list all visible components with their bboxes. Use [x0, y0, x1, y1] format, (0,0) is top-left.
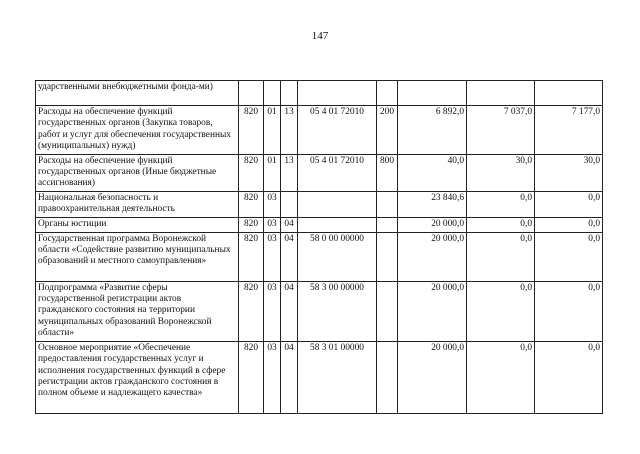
target-item-code-cell: 05 4 01 72010 [298, 154, 377, 191]
row-name-cell: Расходы на обеспечение функций государственных органов (Закупка товаров, работ и услуг для обеспечения государственных (муниципальных) нужд) [36, 106, 239, 155]
table-row [36, 191, 603, 217]
expense-type-code-cell [377, 217, 398, 232]
expense-type-code-cell: 200 [377, 106, 398, 155]
subsection-code-cell [281, 191, 298, 217]
ministry-code-cell: 820 [239, 232, 264, 281]
ministry-code-cell: 820 [239, 217, 264, 232]
subsection-code-cell: 13 [281, 154, 298, 191]
row-name-cell: Органы юстиции [36, 217, 239, 232]
expense-type-code-cell [377, 341, 398, 413]
row-name-cell: Расходы на обеспечение функций государственных органов (Иные бюджетные ассигнования) [36, 154, 239, 191]
amount-year1-cell: 40,0 [398, 154, 467, 191]
amount-year3-cell [535, 81, 603, 106]
section-code-cell: 01 [264, 154, 281, 191]
amount-year1-cell: 20 000,0 [398, 341, 467, 413]
amount-year1-cell: 6 892,0 [398, 106, 467, 155]
table-body [36, 81, 603, 414]
amount-year3-cell: 0,0 [535, 232, 603, 281]
subsection-code-cell [281, 81, 298, 106]
amount-year2-cell: 0,0 [467, 217, 535, 232]
target-item-code-cell: 05 4 01 72010 [298, 106, 377, 155]
amount-year3-cell: 0,0 [535, 281, 603, 341]
target-item-code-cell: 58 0 00 00000 [298, 232, 377, 281]
target-item-code-cell [298, 81, 377, 106]
table-row [36, 106, 603, 155]
section-code-cell: 03 [264, 191, 281, 217]
budget-table [35, 80, 603, 414]
subsection-code-cell: 13 [281, 106, 298, 155]
table-row [36, 154, 603, 191]
section-code-cell: 03 [264, 232, 281, 281]
target-item-code-cell [298, 217, 377, 232]
amount-year2-cell [467, 81, 535, 106]
amount-year3-cell: 0,0 [535, 217, 603, 232]
row-name-cell: Основное мероприятие «Обеспечение предоставления государственных услуг и исполнения государственных функций в сфере регистрации актов гражданского состояния в полном объеме и надлежащего качества» [36, 341, 239, 413]
page-number: 147 [311, 30, 329, 42]
expense-type-code-cell: 800 [377, 154, 398, 191]
amount-year2-cell: 30,0 [467, 154, 535, 191]
row-name-cell: Подпрограмма «Развитие сферы государственной регистрации актов гражданского состояния на территории муниципальных образований Воронежской области» [36, 281, 239, 341]
amount-year3-cell: 0,0 [535, 341, 603, 413]
amount-year3-cell: 7 177,0 [535, 106, 603, 155]
subsection-code-cell: 04 [281, 217, 298, 232]
amount-year2-cell: 0,0 [467, 341, 535, 413]
subsection-code-cell: 04 [281, 232, 298, 281]
amount-year2-cell: 0,0 [467, 281, 535, 341]
expense-type-code-cell [377, 81, 398, 106]
table-row [36, 281, 603, 341]
table-row [36, 217, 603, 232]
expense-type-code-cell [377, 281, 398, 341]
expense-type-code-cell [377, 191, 398, 217]
section-code-cell: 03 [264, 217, 281, 232]
section-code-cell [264, 81, 281, 106]
ministry-code-cell: 820 [239, 281, 264, 341]
row-name-cell: Государственная программа Воронежской области «Содействие развитию муниципальных образований и местного самоуправления» [36, 232, 239, 281]
amount-year3-cell: 30,0 [535, 154, 603, 191]
amount-year3-cell: 0,0 [535, 191, 603, 217]
ministry-code-cell: 820 [239, 341, 264, 413]
table-row [36, 341, 603, 413]
target-item-code-cell: 58 3 01 00000 [298, 341, 377, 413]
ministry-code-cell [239, 81, 264, 106]
amount-year1-cell: 20 000,0 [398, 232, 467, 281]
amount-year2-cell: 0,0 [467, 232, 535, 281]
amount-year1-cell: 20 000,0 [398, 217, 467, 232]
row-name-cell: ударственными внебюджетными фонда-ми) [36, 81, 239, 106]
target-item-code-cell: 58 3 00 00000 [298, 281, 377, 341]
ministry-code-cell: 820 [239, 106, 264, 155]
amount-year2-cell: 0,0 [467, 191, 535, 217]
expense-type-code-cell [377, 232, 398, 281]
row-name-cell: Национальная безопасность и правоохранительная деятельность [36, 191, 239, 217]
table-row [36, 232, 603, 281]
ministry-code-cell: 820 [239, 154, 264, 191]
amount-year2-cell: 7 037,0 [467, 106, 535, 155]
target-item-code-cell [298, 191, 377, 217]
subsection-code-cell: 04 [281, 341, 298, 413]
amount-year1-cell: 20 000,0 [398, 281, 467, 341]
table-row [36, 81, 603, 106]
section-code-cell: 01 [264, 106, 281, 155]
subsection-code-cell: 04 [281, 281, 298, 341]
ministry-code-cell: 820 [239, 191, 264, 217]
amount-year1-cell [398, 81, 467, 106]
section-code-cell: 03 [264, 281, 281, 341]
amount-year1-cell: 23 840,6 [398, 191, 467, 217]
section-code-cell: 03 [264, 341, 281, 413]
